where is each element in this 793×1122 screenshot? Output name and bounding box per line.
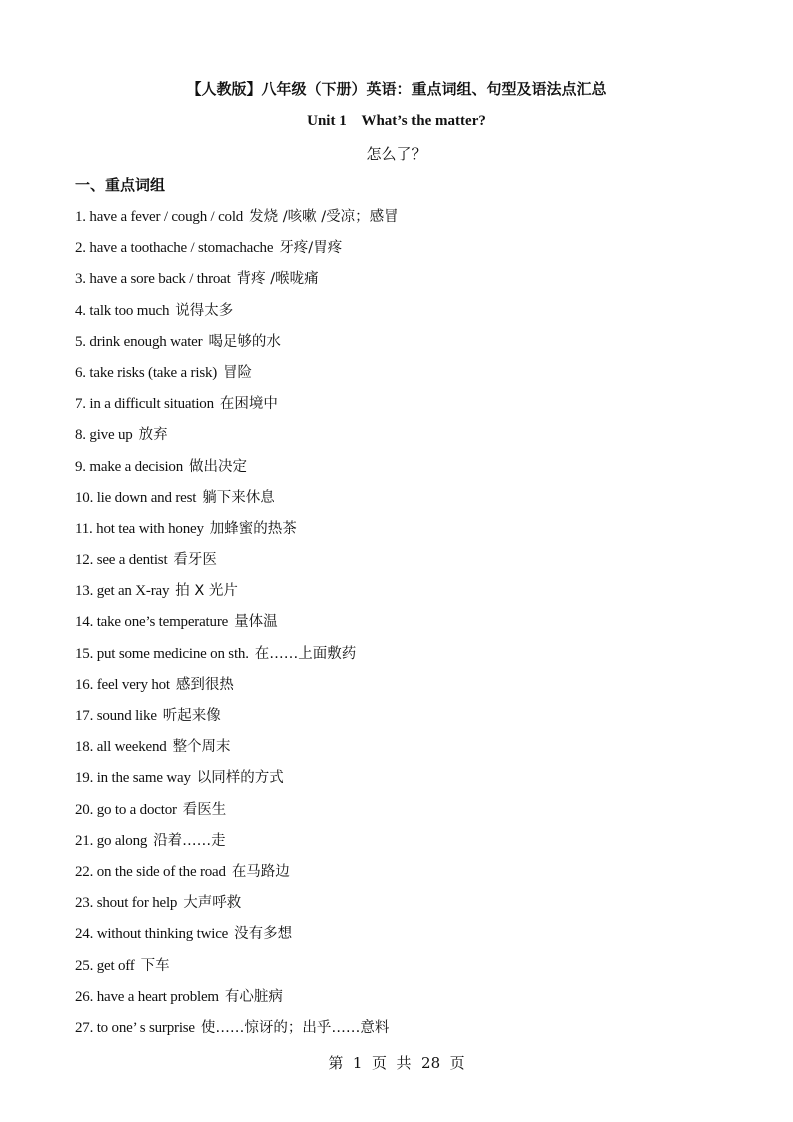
phrase-item xyxy=(75,361,755,392)
phrase-english: 2. have a toothache / stomachache xyxy=(75,240,274,257)
phrase-chinese: 在……上面敷药 xyxy=(254,645,357,662)
phrase-chinese: 使……惊讶的；出乎……意料 xyxy=(200,1019,390,1036)
phrase-english: 17. sound like xyxy=(75,708,157,724)
phrase-english: 10. lie down and rest xyxy=(75,489,197,506)
phrase-item xyxy=(75,829,755,860)
phrase-item xyxy=(75,267,755,298)
phrase-english: 23. shout for help xyxy=(75,895,178,912)
phrase-item xyxy=(75,704,755,735)
phrase-english: 14. take one’s temperature xyxy=(75,614,229,631)
phrase-chinese: 有心脏病 xyxy=(224,988,283,1005)
phrase-english: 18. all weekend xyxy=(75,739,167,756)
phrase-chinese: 发烧 /咳嗽 /受凉；感冒 xyxy=(249,209,399,225)
phrase-chinese: 在马路边 xyxy=(231,863,290,880)
phrase-item xyxy=(75,1016,755,1047)
phrase-item xyxy=(75,735,755,766)
phrase-english: 27. to one’ s surprise xyxy=(75,1019,195,1036)
phrase-chinese: 下车 xyxy=(140,957,170,974)
section-heading: 一、重点词组 xyxy=(75,176,166,194)
phrase-item xyxy=(75,891,755,922)
phrase-english: 15. put some medicine on sth. xyxy=(75,645,249,662)
phrase-item xyxy=(75,486,755,517)
phrase-item xyxy=(75,236,755,267)
phrase-chinese: 感到很热 xyxy=(175,676,234,693)
phrase-chinese: 听起来像 xyxy=(162,708,221,724)
phrase-chinese: 量体温 xyxy=(234,614,278,631)
phrase-chinese: 看医生 xyxy=(182,801,227,818)
phrase-item xyxy=(75,610,755,641)
phrase-english: 4. talk too much xyxy=(75,302,170,319)
phrase-english: 19. in the same way xyxy=(75,770,191,787)
phrase-item xyxy=(75,642,755,673)
phrase-chinese: 整个周末 xyxy=(172,739,231,756)
phrase-english: 12. see a dentist xyxy=(75,552,168,569)
unit-subtitle: 怎么了？ xyxy=(366,145,427,163)
unit-title: Unit 1 What’s the matter? xyxy=(307,113,486,129)
phrase-item xyxy=(75,517,755,548)
phrase-item xyxy=(75,579,755,610)
phrase-item xyxy=(75,455,755,486)
phrase-chinese: 沿着……走 xyxy=(153,832,226,849)
phrase-chinese: 说得太多 xyxy=(175,302,234,319)
phrase-english: 26. have a heart problem xyxy=(75,988,219,1005)
phrase-english: 7. in a difficult situation xyxy=(75,396,214,413)
phrase-chinese: 做出决定 xyxy=(189,458,248,475)
phrase-item xyxy=(75,798,755,829)
phrase-item xyxy=(75,766,755,797)
phrase-english: 8. give up xyxy=(75,427,133,444)
phrase-chinese: 冒险 xyxy=(223,364,253,381)
phrase-english: 13. get an X-ray xyxy=(75,583,170,600)
phrase-chinese: 没有多想 xyxy=(234,926,293,943)
phrase-chinese: 看牙医 xyxy=(173,552,217,569)
phrase-english: 5. drink enough water xyxy=(75,333,203,350)
phrase-list xyxy=(75,205,755,1047)
phrase-english: 9. make a decision xyxy=(75,458,184,475)
phrase-english: 6. take risks (take a risk) xyxy=(75,364,218,381)
phrase-item xyxy=(75,423,755,454)
phrase-item xyxy=(75,392,755,423)
phrase-item xyxy=(75,922,755,953)
phrase-chinese: 背疼 /喉咙痛 xyxy=(236,271,319,288)
phrase-chinese: 躺下来休息 xyxy=(202,489,275,506)
phrase-item xyxy=(75,860,755,891)
phrase-chinese: 喝足够的水 xyxy=(208,333,281,350)
page-footer: 第 1 页 共 28 页 xyxy=(328,1054,465,1072)
phrase-item xyxy=(75,673,755,704)
phrase-item xyxy=(75,985,755,1016)
phrase-english: 25. get off xyxy=(75,957,135,974)
phrase-chinese: 加蜂蜜的热茶 xyxy=(209,520,297,537)
phrase-english: 16. feel very hot xyxy=(75,676,170,693)
phrase-chinese: 以同样的方式 xyxy=(196,770,284,787)
phrase-english: 21. go along xyxy=(75,832,148,849)
phrase-english: 22. on the side of the road xyxy=(75,863,226,880)
document-title: 【人教版】八年级（下册）英语：重点词组、句型及语法点汇总 xyxy=(186,80,607,98)
phrase-item xyxy=(75,954,755,985)
phrase-chinese: 放弃 xyxy=(138,427,168,444)
phrase-item xyxy=(75,330,755,361)
phrase-chinese: 拍 X 光片 xyxy=(175,583,238,600)
phrase-item xyxy=(75,299,755,330)
phrase-chinese: 牙疼/胃疼 xyxy=(279,240,343,257)
phrase-english: 11. hot tea with honey xyxy=(75,520,204,537)
phrase-chinese: 大声呼救 xyxy=(183,895,242,912)
phrase-chinese: 在困境中 xyxy=(219,396,278,413)
phrase-item xyxy=(75,548,755,579)
phrase-english: 20. go to a doctor xyxy=(75,801,177,818)
phrase-english: 1. have a fever / cough / cold xyxy=(75,209,244,225)
phrase-english: 24. without thinking twice xyxy=(75,926,229,943)
phrase-english: 3. have a sore back / throat xyxy=(75,271,231,288)
phrase-item xyxy=(75,205,755,236)
